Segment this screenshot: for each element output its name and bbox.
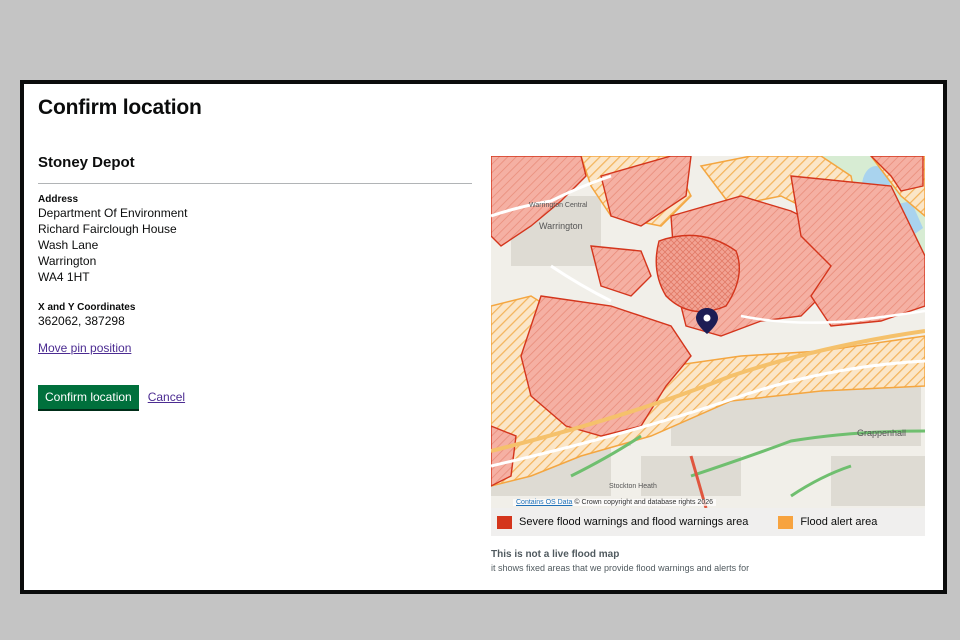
confirm-location-button[interactable]: Confirm location — [38, 385, 139, 409]
legend-label: Severe flood warnings and flood warnings area — [519, 516, 749, 528]
place-label-grappenhall: Grappenhall — [857, 428, 907, 438]
location-name: Stoney Depot — [38, 154, 135, 171]
coordinates-value: 362062, 387298 — [38, 314, 125, 328]
map-legend — [491, 508, 925, 536]
address-label: Address — [38, 194, 79, 205]
legend-item-warnings — [497, 516, 748, 529]
page-title: Confirm location — [38, 96, 202, 119]
alert-swatch-icon — [778, 516, 793, 529]
form-actions — [38, 385, 472, 409]
map-canvas[interactable] — [491, 156, 925, 508]
map-note-title: This is not a live flood map — [491, 549, 620, 560]
legend-label: Flood alert area — [800, 516, 878, 528]
map-attribution — [513, 499, 716, 506]
warning-swatch-icon — [497, 516, 512, 529]
copyright-text: © Crown copyright and database rights 2026 — [574, 499, 714, 506]
place-label-warrington: Warrington — [539, 221, 583, 231]
os-data-link[interactable]: Contains OS Data — [516, 499, 573, 506]
coordinates-label: X and Y Coordinates — [38, 302, 136, 313]
move-pin-link[interactable]: Move pin position — [38, 341, 132, 355]
content-frame — [20, 80, 947, 594]
place-label-stockton-heath: Stockton Heath — [609, 483, 657, 490]
address-block — [38, 205, 472, 285]
address-line: Wash Lane — [38, 238, 99, 252]
place-label-warrington-central: Warrington Central — [529, 202, 588, 209]
address-line: Warrington — [38, 254, 97, 268]
flood-map[interactable] — [491, 156, 925, 508]
map-note-text: it shows fixed areas that we provide flood warnings and alerts for — [491, 563, 750, 573]
cancel-link[interactable]: Cancel — [147, 390, 186, 404]
address-line: Department Of Environment — [38, 206, 188, 220]
address-line: Richard Fairclough House — [38, 222, 177, 236]
legend-item-alerts — [778, 516, 877, 529]
map-panel — [491, 156, 925, 573]
location-details — [38, 154, 472, 409]
section-divider — [38, 183, 472, 184]
address-line: WA4 1HT — [38, 270, 90, 284]
